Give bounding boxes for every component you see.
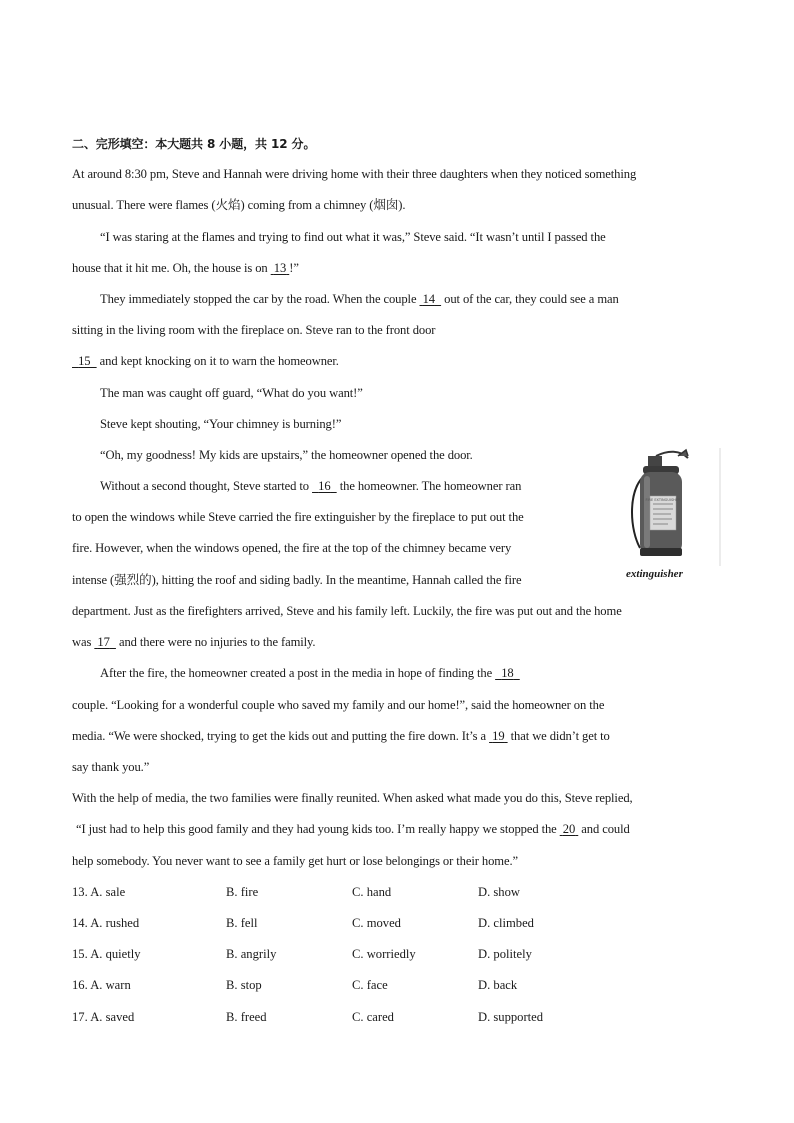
passage-line: say thank you.” bbox=[72, 760, 150, 774]
passage-line bbox=[72, 260, 299, 276]
option-d[interactable]: D. supported bbox=[478, 1010, 544, 1024]
passage-line: sitting in the living room with the fireplace on. Steve ran to the front door bbox=[72, 323, 436, 337]
option-a[interactable]: 15. A. quietly bbox=[72, 947, 141, 961]
passage-line bbox=[72, 634, 316, 650]
passage-line bbox=[72, 728, 610, 744]
text: and kept knocking on it to warn the homeowner. bbox=[96, 354, 339, 368]
passage-line: The man was caught off guard, “What do you want!” bbox=[100, 386, 363, 400]
text: out of the car, they could see a man bbox=[441, 292, 619, 306]
option-b[interactable]: B. fell bbox=[226, 916, 258, 930]
option-a[interactable]: 13. A. sale bbox=[72, 885, 126, 899]
passage-line: “I was staring at the flames and trying to find out what it was,” Steve said. “It wasn’t until I passed the bbox=[100, 230, 606, 244]
text: !” bbox=[289, 261, 299, 275]
option-c[interactable]: C. face bbox=[352, 978, 388, 992]
text: After the fire, the homeowner created a post in the media in hope of finding the bbox=[100, 666, 496, 680]
text: and there were no injuries to the family. bbox=[115, 635, 316, 649]
blank-number: 17 bbox=[97, 635, 110, 649]
passage-line: couple. “Looking for a wonderful couple who saved my family and our home!”, said the homeowner on the bbox=[72, 698, 605, 712]
option-b[interactable]: B. fire bbox=[226, 885, 259, 899]
option-c[interactable]: C. worriedly bbox=[352, 947, 416, 961]
blank-13[interactable] bbox=[271, 261, 290, 275]
text: and could bbox=[578, 822, 630, 836]
passage-line: fire. However, when the windows opened, the fire at the top of the chimney became very bbox=[72, 541, 512, 555]
option-b[interactable]: B. angrily bbox=[226, 947, 277, 961]
passage-line: help somebody. You never want to see a family get hurt or lose belongings or their home.” bbox=[72, 854, 519, 868]
blank-number: 16 bbox=[318, 479, 331, 493]
option-a[interactable]: 16. A. warn bbox=[72, 978, 131, 992]
passage-line: department. Just as the firefighters arrived, Steve and his family left. Luckily, the fire was put out and the home bbox=[72, 604, 622, 618]
passage-line bbox=[100, 291, 619, 307]
text: was bbox=[72, 635, 95, 649]
blank-20[interactable] bbox=[560, 822, 579, 836]
image-caption: extinguisher bbox=[626, 568, 683, 580]
option-c[interactable]: C. cared bbox=[352, 1010, 394, 1024]
text: house that it hit me. Oh, the house is on bbox=[72, 261, 271, 275]
blank-number: 14 bbox=[422, 292, 435, 306]
option-d[interactable]: D. back bbox=[478, 978, 518, 992]
fire-extinguisher-image bbox=[616, 446, 724, 566]
passage-line bbox=[76, 821, 630, 837]
blank-15[interactable] bbox=[72, 354, 97, 368]
blank-number: 15 bbox=[78, 354, 91, 368]
blank-number: 20 bbox=[562, 822, 576, 836]
option-d[interactable]: D. climbed bbox=[478, 916, 534, 930]
option-d[interactable]: D. politely bbox=[478, 947, 532, 961]
option-a[interactable]: 17. A. saved bbox=[72, 1010, 135, 1024]
blank-17[interactable] bbox=[94, 635, 116, 649]
fire-extinguisher-icon bbox=[616, 446, 724, 566]
blank-16[interactable] bbox=[312, 479, 337, 493]
extinguisher-label-text: FIRE EXTINGUISHER bbox=[645, 498, 681, 502]
blank-18[interactable] bbox=[495, 666, 520, 680]
option-c[interactable]: C. moved bbox=[352, 916, 401, 930]
text: the homeowner. The homeowner ran bbox=[336, 479, 522, 493]
text: “I just had to help this good family and they had young kids too. I’m really happy we stopped the bbox=[76, 822, 560, 836]
passage-line: Steve kept shouting, “Your chimney is burning!” bbox=[100, 417, 342, 431]
passage-line: “Oh, my goodness! My kids are upstairs,” the homeowner opened the door. bbox=[100, 448, 473, 462]
passage-line bbox=[100, 478, 521, 494]
blank-19[interactable] bbox=[489, 729, 508, 743]
passage-line: to open the windows while Steve carried the fire extinguisher by the fireplace to put out the bbox=[72, 510, 524, 524]
blank-14[interactable] bbox=[420, 292, 442, 306]
text: They immediately stopped the car by the road. When the couple bbox=[100, 292, 420, 306]
section-title: 二、完形填空：本大题共 8 小题，共 12 分。 bbox=[72, 137, 316, 151]
option-b[interactable]: B. stop bbox=[226, 978, 262, 992]
text: Without a second thought, Steve started to bbox=[100, 479, 313, 493]
text: that we didn’t get to bbox=[507, 729, 610, 743]
option-d[interactable]: D. show bbox=[478, 885, 520, 899]
option-a[interactable]: 14. A. rushed bbox=[72, 916, 140, 930]
option-b[interactable]: B. freed bbox=[226, 1010, 267, 1024]
passage-line bbox=[72, 353, 339, 369]
blank-number: 18 bbox=[501, 666, 514, 680]
text: media. “We were shocked, trying to get the kids out and putting the fire down. It’s a bbox=[72, 729, 490, 743]
option-c[interactable]: C. hand bbox=[352, 885, 392, 899]
passage-line: intense (强烈的), hitting the roof and siding badly. In the meantime, Hannah called the fire bbox=[72, 573, 522, 587]
blank-number: 19 bbox=[492, 729, 505, 743]
blank-number: 13 bbox=[273, 261, 287, 275]
passage-line: With the help of media, the two families were finally reunited. When asked what made you do this, Steve replied, bbox=[72, 791, 633, 805]
passage-line bbox=[100, 665, 520, 681]
passage-line: At around 8:30 pm, Steve and Hannah were driving home with their three daughters when they noticed something bbox=[72, 167, 637, 181]
passage-line: unusual. There were flames (火焰) coming from a chimney (烟囱). bbox=[72, 198, 406, 212]
